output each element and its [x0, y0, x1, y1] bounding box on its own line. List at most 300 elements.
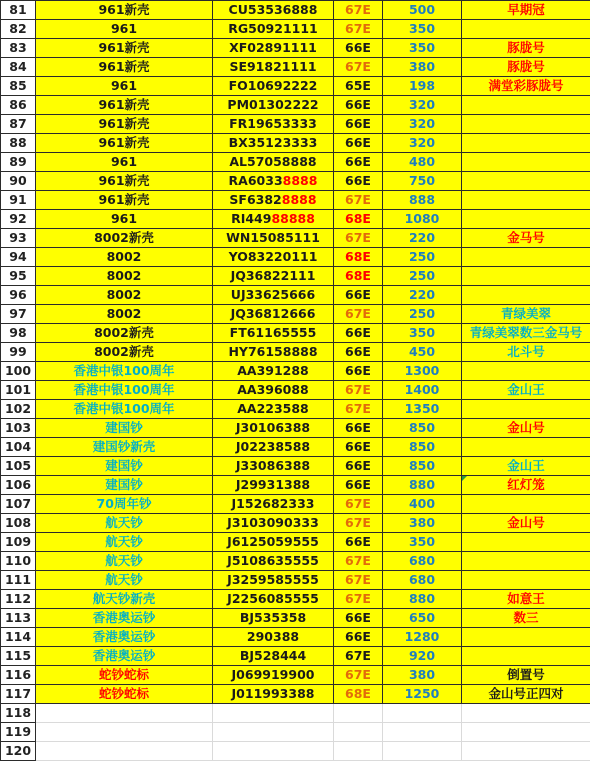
serial-prefix: PM01302222: [227, 97, 318, 112]
row-header[interactable]: 90: [1, 172, 36, 191]
row-header[interactable]: 104: [1, 438, 36, 457]
row-header[interactable]: 94: [1, 248, 36, 267]
cell-type[interactable]: 航天钞: [36, 514, 213, 533]
cell-type[interactable]: 香港中银100周年: [36, 362, 213, 381]
cell-note[interactable]: [462, 628, 590, 647]
cell-type[interactable]: 8002: [36, 286, 213, 305]
row-header[interactable]: 109: [1, 533, 36, 552]
cell-price[interactable]: 380: [383, 666, 462, 685]
serial-prefix: J3259585555: [227, 572, 319, 587]
serial-prefix: RA6033: [229, 173, 283, 188]
cell-type[interactable]: 航天钞: [36, 552, 213, 571]
cell-note[interactable]: [462, 552, 590, 571]
row-header[interactable]: 84: [1, 58, 36, 77]
cell-serial[interactable]: [213, 20, 334, 39]
cell-price[interactable]: 320: [383, 134, 462, 153]
cell-price[interactable]: 920: [383, 647, 462, 666]
cell-grade[interactable]: 66E: [334, 96, 383, 115]
serial-prefix: J152682333: [232, 496, 315, 511]
cell-note[interactable]: 金山号: [462, 419, 590, 438]
cell-grade[interactable]: 67E: [334, 20, 383, 39]
row-header[interactable]: 102: [1, 400, 36, 419]
cell-note[interactable]: [462, 362, 590, 381]
row-header[interactable]: 117: [1, 685, 36, 704]
cell-note[interactable]: 早期冠: [462, 1, 590, 20]
cell-type[interactable]: 961新壳: [36, 191, 213, 210]
table-row: [1, 191, 590, 210]
cell-type[interactable]: 961新壳: [36, 39, 213, 58]
row-header[interactable]: 93: [1, 229, 36, 248]
serial-prefix: CU53536888: [229, 2, 318, 17]
cell-serial[interactable]: [213, 476, 334, 495]
cell-grade[interactable]: 66E: [334, 134, 383, 153]
serial-prefix: FR19653333: [229, 116, 317, 131]
cell-price[interactable]: 450: [383, 343, 462, 362]
table-row: [1, 20, 590, 39]
cell-type[interactable]: 961新壳: [36, 58, 213, 77]
cell-grade[interactable]: 67E: [334, 647, 383, 666]
cell-price[interactable]: 500: [383, 1, 462, 20]
cell-type[interactable]: 香港奥运钞: [36, 628, 213, 647]
table-row: [1, 666, 590, 685]
cell-note[interactable]: 豚胧号: [462, 58, 590, 77]
cell-serial[interactable]: [213, 1, 334, 20]
row-header[interactable]: 82: [1, 20, 36, 39]
cell-type[interactable]: 8002: [36, 267, 213, 286]
cell-note[interactable]: [462, 172, 590, 191]
cell-note[interactable]: 金山王: [462, 381, 590, 400]
cell-serial[interactable]: [213, 115, 334, 134]
cell-serial[interactable]: [213, 685, 334, 704]
cell-price[interactable]: 380: [383, 58, 462, 77]
row-header[interactable]: 86: [1, 96, 36, 115]
row-header[interactable]: 89: [1, 153, 36, 172]
cell-price[interactable]: 680: [383, 552, 462, 571]
cell-grade[interactable]: 67E: [334, 305, 383, 324]
cell-grade[interactable]: 67E: [334, 1, 383, 20]
serial-highlight: 8888: [282, 192, 317, 207]
cell-type[interactable]: 航天钞: [36, 571, 213, 590]
cell-price[interactable]: 220: [383, 229, 462, 248]
cell-note[interactable]: [462, 153, 590, 172]
row-header[interactable]: 114: [1, 628, 36, 647]
cell-grade[interactable]: 66E: [334, 362, 383, 381]
cell-grade[interactable]: 68E: [334, 685, 383, 704]
cell-price[interactable]: 350: [383, 324, 462, 343]
serial-prefix: FT61165555: [230, 325, 317, 340]
cell-type[interactable]: 香港奥运钞: [36, 609, 213, 628]
table-row: [1, 96, 590, 115]
cell-price[interactable]: 1300: [383, 362, 462, 381]
cell-empty[interactable]: [36, 742, 213, 761]
cell-note[interactable]: 豚胧号: [462, 39, 590, 58]
table-row: [1, 571, 590, 590]
cell-type[interactable]: 961新壳: [36, 172, 213, 191]
cell-note[interactable]: 数三: [462, 609, 590, 628]
cell-empty[interactable]: [383, 704, 462, 723]
cell-serial[interactable]: [213, 514, 334, 533]
row-header[interactable]: 118: [1, 704, 36, 723]
cell-grade[interactable]: 66E: [334, 343, 383, 362]
cell-type[interactable]: 建国钞: [36, 476, 213, 495]
serial-prefix: XF02891111: [229, 40, 317, 55]
cell-note[interactable]: [462, 210, 590, 229]
cell-note[interactable]: 如意王: [462, 590, 590, 609]
table-row: [1, 115, 590, 134]
serial-prefix: YO83220111: [229, 249, 318, 264]
cell-price[interactable]: 250: [383, 305, 462, 324]
cell-type[interactable]: 8002: [36, 248, 213, 267]
cell-serial[interactable]: [213, 647, 334, 666]
cell-price[interactable]: 480: [383, 153, 462, 172]
cell-empty[interactable]: [462, 704, 590, 723]
row-header[interactable]: 110: [1, 552, 36, 571]
cell-empty[interactable]: [213, 704, 334, 723]
cell-type[interactable]: 961: [36, 153, 213, 172]
serial-prefix: J02238588: [236, 439, 310, 454]
cell-serial[interactable]: [213, 362, 334, 381]
row-header[interactable]: 112: [1, 590, 36, 609]
cell-type[interactable]: 961新壳: [36, 134, 213, 153]
row-header[interactable]: 103: [1, 419, 36, 438]
cell-grade[interactable]: 67E: [334, 495, 383, 514]
cell-grade[interactable]: 66E: [334, 476, 383, 495]
cell-grade[interactable]: 67E: [334, 590, 383, 609]
serial-prefix: BJ528444: [240, 648, 306, 663]
cell-empty[interactable]: [36, 704, 213, 723]
cell-serial[interactable]: [213, 134, 334, 153]
cell-grade[interactable]: 67E: [334, 381, 383, 400]
cell-note[interactable]: 红灯笼: [462, 476, 590, 495]
cell-type[interactable]: 蛇钞蛇标: [36, 666, 213, 685]
cell-note[interactable]: [462, 533, 590, 552]
cell-serial[interactable]: [213, 77, 334, 96]
table-row: [1, 609, 590, 628]
cell-empty[interactable]: [383, 723, 462, 742]
cell-empty[interactable]: [334, 723, 383, 742]
cell-empty[interactable]: [213, 742, 334, 761]
table-row: [1, 324, 590, 343]
row-header[interactable]: 99: [1, 343, 36, 362]
cell-type[interactable]: 香港奥运钞: [36, 647, 213, 666]
cell-empty[interactable]: [334, 704, 383, 723]
serial-prefix: WN15085111: [226, 230, 320, 245]
cell-type[interactable]: 961: [36, 210, 213, 229]
cell-price[interactable]: 350: [383, 533, 462, 552]
cell-grade[interactable]: 66E: [334, 324, 383, 343]
row-header[interactable]: 88: [1, 134, 36, 153]
cell-price[interactable]: 320: [383, 96, 462, 115]
serial-prefix: J069919900: [232, 667, 315, 682]
cell-grade[interactable]: 66E: [334, 628, 383, 647]
cell-serial[interactable]: [213, 210, 334, 229]
row-header[interactable]: 81: [1, 1, 36, 20]
cell-grade[interactable]: 66E: [334, 438, 383, 457]
cell-serial[interactable]: [213, 305, 334, 324]
cell-type[interactable]: 8002: [36, 305, 213, 324]
cell-price[interactable]: 1280: [383, 628, 462, 647]
table-row: [1, 533, 590, 552]
table-row: [1, 172, 590, 191]
table-row: [1, 723, 590, 742]
table-row: [1, 305, 590, 324]
table-row: [1, 552, 590, 571]
serial-prefix: FO10692222: [229, 78, 318, 93]
table-row: [1, 514, 590, 533]
cell-type[interactable]: 香港中银100周年: [36, 400, 213, 419]
serial-prefix: JQ36812666: [231, 306, 316, 321]
cell-price[interactable]: 850: [383, 457, 462, 476]
table-row: [1, 343, 590, 362]
cell-note[interactable]: 金山号正四对: [462, 685, 590, 704]
cell-grade[interactable]: 67E: [334, 400, 383, 419]
row-header[interactable]: 97: [1, 305, 36, 324]
serial-prefix: AL57058888: [229, 154, 316, 169]
serial-prefix: RG50921111: [228, 21, 317, 36]
cell-note[interactable]: 金山王: [462, 457, 590, 476]
cell-type[interactable]: 香港中银100周年: [36, 381, 213, 400]
cell-serial[interactable]: [213, 438, 334, 457]
cell-type[interactable]: 建国钞: [36, 419, 213, 438]
cell-note[interactable]: [462, 267, 590, 286]
cell-price[interactable]: 888: [383, 191, 462, 210]
row-header[interactable]: 120: [1, 742, 36, 761]
row-header[interactable]: 85: [1, 77, 36, 96]
table-row: [1, 77, 590, 96]
table-row: [1, 153, 590, 172]
serial-prefix: JQ36822111: [231, 268, 316, 283]
serial-highlight: 8888: [283, 173, 318, 188]
cell-note[interactable]: [462, 115, 590, 134]
cell-serial[interactable]: [213, 343, 334, 362]
serial-prefix: HY76158888: [228, 344, 317, 359]
cell-type[interactable]: 8002新壳: [36, 229, 213, 248]
serial-prefix: 290388: [247, 629, 299, 644]
cell-note[interactable]: [462, 647, 590, 666]
cell-note[interactable]: [462, 400, 590, 419]
cell-price[interactable]: 400: [383, 495, 462, 514]
cell-type[interactable]: 建国钞新壳: [36, 438, 213, 457]
cell-type[interactable]: 961: [36, 77, 213, 96]
cell-price[interactable]: 1250: [383, 685, 462, 704]
cell-serial[interactable]: [213, 267, 334, 286]
cell-note[interactable]: 青绿美翠数三金马号: [462, 324, 590, 343]
cell-serial[interactable]: [213, 571, 334, 590]
cell-note[interactable]: 倒置号: [462, 666, 590, 685]
table-row: [1, 39, 590, 58]
cell-note[interactable]: [462, 571, 590, 590]
cell-grade[interactable]: 66E: [334, 533, 383, 552]
table-row: [1, 362, 590, 381]
cell-empty[interactable]: [213, 723, 334, 742]
cell-price[interactable]: 350: [383, 20, 462, 39]
cell-serial[interactable]: [213, 590, 334, 609]
cell-empty[interactable]: [36, 723, 213, 742]
cell-type[interactable]: 70周年钞: [36, 495, 213, 514]
cell-type[interactable]: 961新壳: [36, 96, 213, 115]
cell-empty[interactable]: [334, 742, 383, 761]
cell-serial[interactable]: [213, 628, 334, 647]
cell-empty[interactable]: [462, 742, 590, 761]
cell-serial[interactable]: [213, 324, 334, 343]
cell-serial[interactable]: [213, 609, 334, 628]
cell-grade[interactable]: 66E: [334, 39, 383, 58]
table-row: [1, 134, 590, 153]
cell-price[interactable]: 1080: [383, 210, 462, 229]
cell-empty[interactable]: [383, 742, 462, 761]
cell-price[interactable]: 250: [383, 248, 462, 267]
serial-prefix: J011993388: [232, 686, 315, 701]
cell-price[interactable]: 350: [383, 39, 462, 58]
cell-serial[interactable]: [213, 229, 334, 248]
serial-prefix: AA396088: [237, 382, 309, 397]
cell-note[interactable]: [462, 20, 590, 39]
cell-serial[interactable]: [213, 39, 334, 58]
row-header[interactable]: 113: [1, 609, 36, 628]
table-row: [1, 438, 590, 457]
cell-type[interactable]: 航天钞: [36, 533, 213, 552]
cell-empty[interactable]: [462, 723, 590, 742]
table-row: [1, 210, 590, 229]
cell-serial[interactable]: [213, 191, 334, 210]
cell-note[interactable]: 金山号: [462, 514, 590, 533]
cell-type[interactable]: 961新壳: [36, 1, 213, 20]
cell-price[interactable]: 880: [383, 590, 462, 609]
cell-note[interactable]: 满堂彩豚胧号: [462, 77, 590, 96]
cell-grade[interactable]: 67E: [334, 552, 383, 571]
cell-type[interactable]: 961新壳: [36, 115, 213, 134]
cell-grade[interactable]: 66E: [334, 172, 383, 191]
cell-price[interactable]: 850: [383, 438, 462, 457]
table-row: [1, 419, 590, 438]
table-row: [1, 590, 590, 609]
row-header[interactable]: 108: [1, 514, 36, 533]
serial-prefix: AA391288: [237, 363, 309, 378]
cell-note[interactable]: 青绿美翠: [462, 305, 590, 324]
cell-type[interactable]: 961: [36, 20, 213, 39]
row-header[interactable]: 95: [1, 267, 36, 286]
row-header[interactable]: 111: [1, 571, 36, 590]
cell-serial[interactable]: [213, 153, 334, 172]
row-header[interactable]: 98: [1, 324, 36, 343]
cell-grade[interactable]: 66E: [334, 457, 383, 476]
cell-grade[interactable]: 67E: [334, 191, 383, 210]
row-header[interactable]: 83: [1, 39, 36, 58]
serial-prefix: RI449: [231, 211, 271, 226]
cell-grade[interactable]: 66E: [334, 609, 383, 628]
cell-price[interactable]: 380: [383, 514, 462, 533]
cell-grade[interactable]: 68E: [334, 248, 383, 267]
cell-note[interactable]: 金马号: [462, 229, 590, 248]
cell-serial[interactable]: [213, 172, 334, 191]
cell-grade[interactable]: 67E: [334, 666, 383, 685]
cell-type[interactable]: 8002新壳: [36, 343, 213, 362]
row-header[interactable]: 105: [1, 457, 36, 476]
serial-prefix: J33086388: [236, 458, 310, 473]
table-row: [1, 704, 590, 723]
cell-type[interactable]: 8002新壳: [36, 324, 213, 343]
cell-grade[interactable]: 66E: [334, 153, 383, 172]
row-header[interactable]: 115: [1, 647, 36, 666]
cell-grade[interactable]: 67E: [334, 229, 383, 248]
cell-note[interactable]: [462, 286, 590, 305]
cell-note[interactable]: [462, 134, 590, 153]
cell-price[interactable]: 680: [383, 571, 462, 590]
cell-price[interactable]: 320: [383, 115, 462, 134]
serial-prefix: J3103090333: [227, 515, 319, 530]
cell-serial[interactable]: [213, 495, 334, 514]
cell-serial[interactable]: [213, 419, 334, 438]
cell-serial[interactable]: [213, 457, 334, 476]
cell-price[interactable]: 1400: [383, 381, 462, 400]
cell-note[interactable]: [462, 495, 590, 514]
serial-prefix: SF6382: [229, 192, 281, 207]
table-row: [1, 286, 590, 305]
cell-price[interactable]: 750: [383, 172, 462, 191]
cell-serial[interactable]: [213, 666, 334, 685]
cell-serial[interactable]: [213, 552, 334, 571]
cell-serial[interactable]: [213, 400, 334, 419]
cell-grade[interactable]: 65E: [334, 77, 383, 96]
serial-prefix: J6125059555: [227, 534, 319, 549]
row-header[interactable]: 100: [1, 362, 36, 381]
cell-grade[interactable]: 67E: [334, 571, 383, 590]
row-header[interactable]: 87: [1, 115, 36, 134]
cell-price[interactable]: 1350: [383, 400, 462, 419]
row-header[interactable]: 119: [1, 723, 36, 742]
row-header[interactable]: 116: [1, 666, 36, 685]
row-header[interactable]: 101: [1, 381, 36, 400]
cell-serial[interactable]: [213, 286, 334, 305]
cell-price[interactable]: 880: [383, 476, 462, 495]
cell-price[interactable]: 850: [383, 419, 462, 438]
row-header[interactable]: 107: [1, 495, 36, 514]
cell-serial[interactable]: [213, 58, 334, 77]
cell-grade[interactable]: 66E: [334, 419, 383, 438]
cell-note[interactable]: [462, 248, 590, 267]
cell-grade[interactable]: 67E: [334, 58, 383, 77]
row-header[interactable]: 106: [1, 476, 36, 495]
cell-grade[interactable]: 66E: [334, 115, 383, 134]
table-row: [1, 742, 590, 761]
cell-note[interactable]: [462, 96, 590, 115]
cell-serial[interactable]: [213, 96, 334, 115]
row-header[interactable]: 91: [1, 191, 36, 210]
cell-price[interactable]: 250: [383, 267, 462, 286]
serial-prefix: J5108635555: [227, 553, 319, 568]
cell-serial[interactable]: [213, 381, 334, 400]
cell-price[interactable]: 220: [383, 286, 462, 305]
cell-grade[interactable]: 68E: [334, 210, 383, 229]
cell-note[interactable]: [462, 438, 590, 457]
cell-grade[interactable]: 68E: [334, 267, 383, 286]
cell-price[interactable]: 650: [383, 609, 462, 628]
cell-grade[interactable]: 66E: [334, 286, 383, 305]
cell-note[interactable]: 北斗号: [462, 343, 590, 362]
cell-price[interactable]: 198: [383, 77, 462, 96]
cell-grade[interactable]: 67E: [334, 514, 383, 533]
cell-type[interactable]: 航天钞新壳: [36, 590, 213, 609]
cell-type[interactable]: 蛇钞蛇标: [36, 685, 213, 704]
cell-note[interactable]: [462, 191, 590, 210]
serial-prefix: UJ33625666: [231, 287, 315, 302]
row-header[interactable]: 96: [1, 286, 36, 305]
cell-serial[interactable]: [213, 248, 334, 267]
row-header[interactable]: 92: [1, 210, 36, 229]
cell-serial[interactable]: [213, 533, 334, 552]
cell-type[interactable]: 建国钞: [36, 457, 213, 476]
serial-prefix: BJ535358: [240, 610, 306, 625]
